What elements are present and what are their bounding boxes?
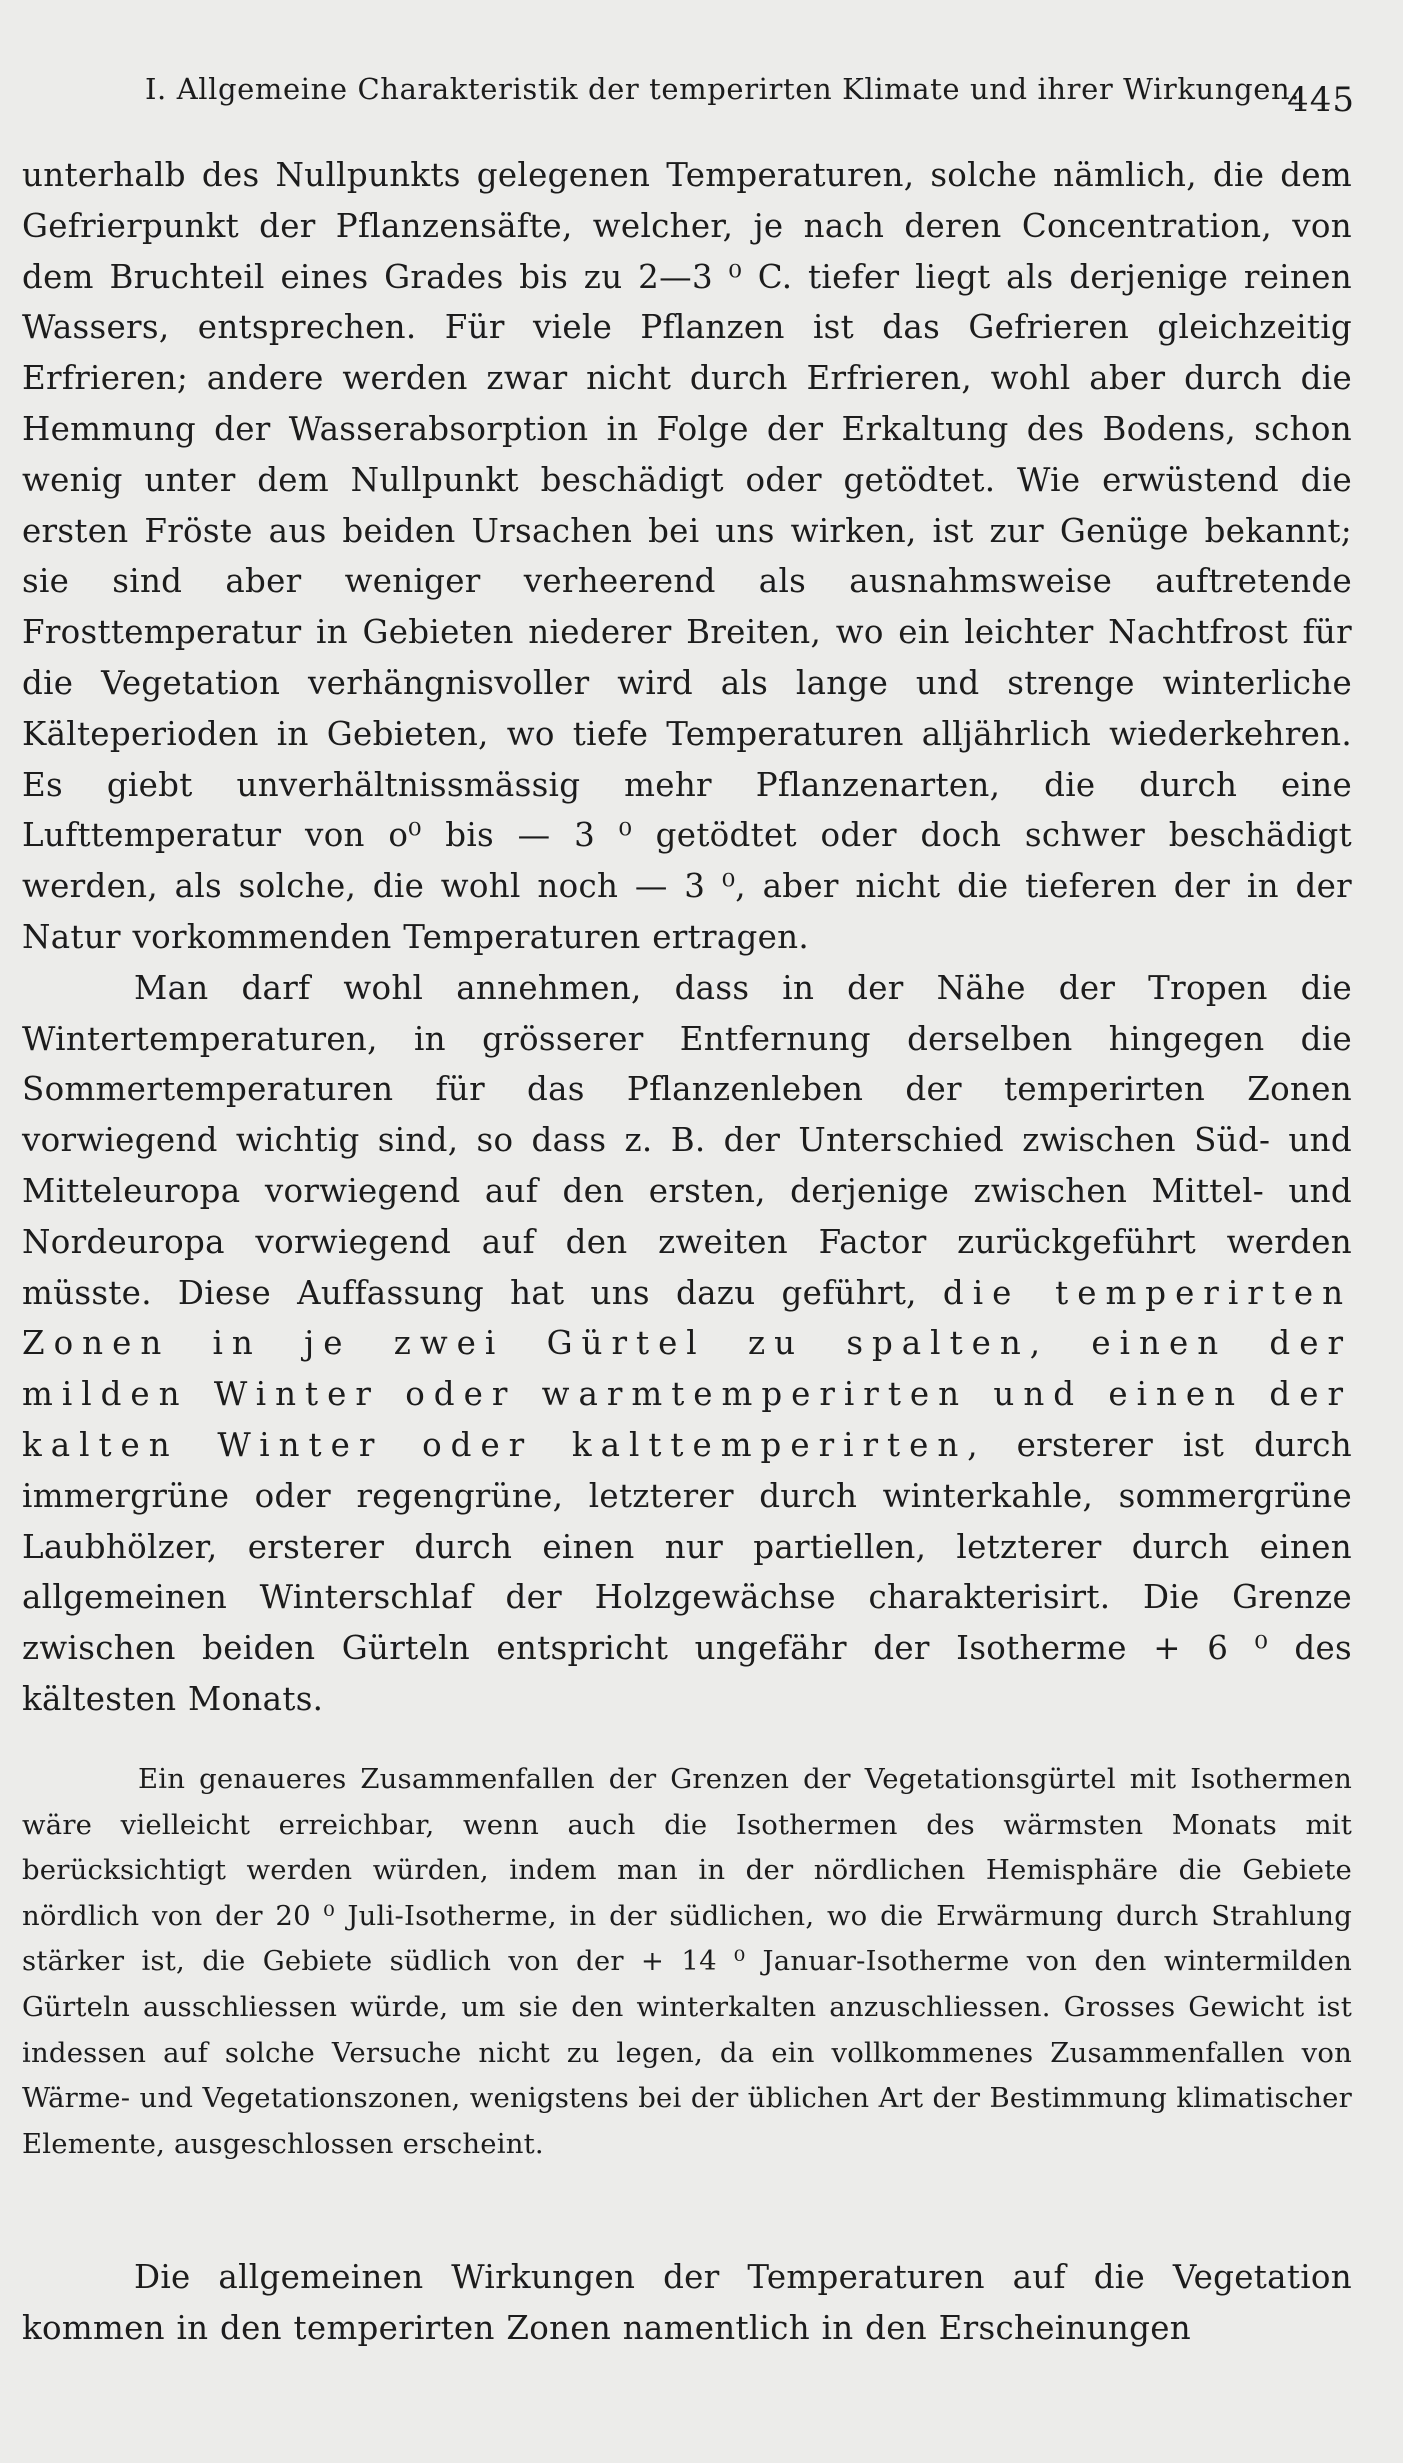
page-header	[145, 62, 1355, 122]
paragraph-climate-belts	[22, 963, 1352, 1725]
running-head: I. Allgemeine Charakteristik der temperirten Klimate und ihrer Wirkungen.	[145, 72, 1301, 106]
page-number: 445	[1287, 80, 1355, 120]
paragraph-text: ersterer ist durch immergrüne oder regengrüne, letzterer durch winterkahle, sommergrüne Laubhölzer, ersterer durch einen nur partiellen, letzterer durch einen allgemeinen Winterschlaf der Holzgewächse charakterisirt. Die Grenze zwischen beiden Gürteln entspricht ungefähr der Isotherme + 6 ⁰ des kältesten Monats.	[22, 1425, 1352, 1718]
note-paragraph: Ein genaueres Zusammenfallen der Grenzen der Vegetationsgürtel mit Isothermen wäre vielleicht erreichbar, wenn auch die Isothermen des wärmsten Monats mit berücksichtigt werden würden, indem man in der nördlichen Hemisphäre die Gebiete nördlich von der 20 ⁰ Juli-Isotherme, in der südlichen, wo die Erwärmung durch Strahlung stärker ist, die Gebiete südlich von der + 14 ⁰ Januar-Isotherme von den wintermilden Gürteln ausschliessen würde, um sie den winterkalten anzuschliessen. Grosses Gewicht ist indessen auf solche Versuche nicht zu legen, da ein vollkommenes Zusammenfallen von Wärme- und Vegetationszonen, wenigstens bei der üblichen Art der Bestimmung klimatischer Elemente, ausgeschlossen erscheint.	[22, 1763, 1352, 2160]
emphasized-spaced-text: die temperirten Zonen in je zwei Gürtel zu spalten, einen der milden Winter oder warmtemperirten und einen der kalten Winter oder kalttemperirten,	[22, 1273, 1352, 1464]
closing-text	[22, 2252, 1352, 2354]
small-print-note	[22, 1757, 1352, 2167]
paragraph-effects: Die allgemeinen Wirkungen der Temperaturen auf die Vegetation kommen in den temperirten Zonen namentlich in den Erscheinungen	[22, 2258, 1352, 2347]
main-text	[22, 150, 1352, 1725]
paragraph-continuation: unterhalb des Nullpunkts gelegenen Temperaturen, solche nämlich, die dem Gefrierpunkt der Pflanzensäfte, welcher, je nach deren Concentration, von dem Bruchteil eines Grades bis zu 2—3 ⁰ C. tiefer liegt als derjenige reinen Wassers, entsprechen. Für viele Pflanzen ist das Gefrieren gleichzeitig Erfrieren; andere werden zwar nicht durch Erfrieren, wohl aber durch die Hemmung der Wasserabsorption in Folge der Erkaltung des Bodens, schon wenig unter dem Nullpunkt beschädigt oder getödtet. Wie erwüstend die ersten Fröste aus beiden Ursachen bei uns wirken, ist zur Genüge bekannt; sie sind aber weniger verheerend als ausnahmsweise auftretende Frosttemperatur in Gebieten niederer Breiten, wo ein leichter Nachtfrost für die Vegetation verhängnisvoller wird als lange und strenge winterliche Kälteperioden in Gebieten, wo tiefe Temperaturen alljährlich wiederkehren. Es giebt unverhältnissmässig mehr Pflanzenarten, die durch eine Lufttemperatur von o⁰ bis — 3 ⁰ getödtet oder doch schwer beschädigt werden, als solche, die wohl noch — 3 ⁰, aber nicht die tieferen der in der Natur vorkommenden Temperaturen ertragen.	[22, 156, 1352, 956]
paragraph-text: Man darf wohl annehmen, dass in der Nähe der Tropen die Wintertemperaturen, in grösserer Entfernung derselben hingegen die Sommertemperaturen für das Pflanzenleben der temperirten Zonen vorwiegend wichtig sind, so dass z. B. der Unterschied zwischen Süd- und Mitteleuropa vorwiegend auf den ersten, derjenige zwischen Mittel- und Nordeuropa vorwiegend auf den zweiten Factor zurückgeführt werden müsste. Diese Auffassung hat uns dazu geführt,	[22, 968, 1352, 1312]
